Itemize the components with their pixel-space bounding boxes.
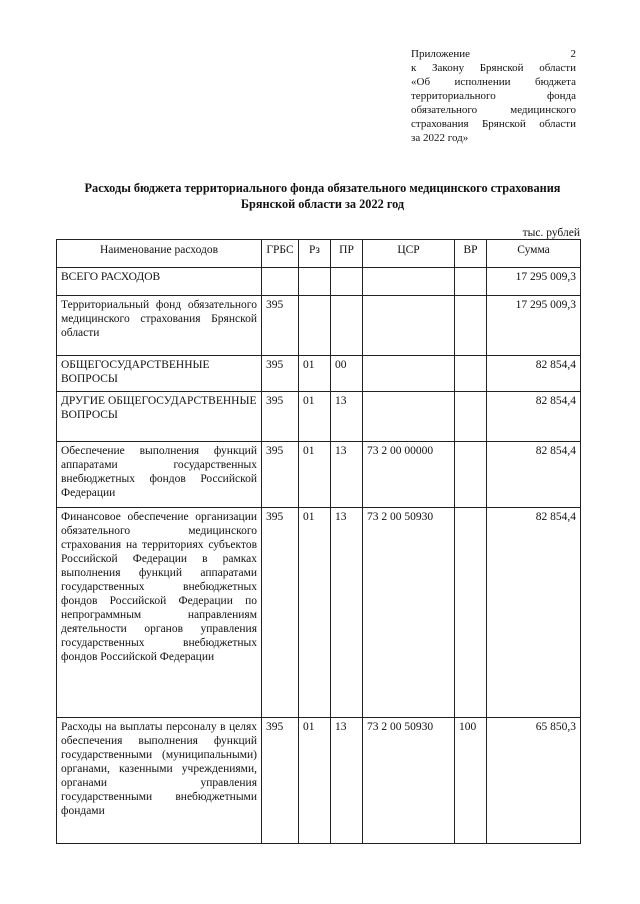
row-name: Финансовое обеспечение организации обязательного медицинского страхования на территориях субъектов Российской Федерации в рамках выполнения функций аппаратами государственных внебюджетных фондов Российской Федерации по непрограммным направлениям деятельности органов управления государственных внебюджетных фондов Российской Федерации — [57, 508, 262, 718]
row-vr — [455, 392, 487, 442]
title-line-1: Расходы бюджета территориального фонда обязательного медицинского страхования — [84, 181, 561, 195]
row-sum: 17 295 009,3 — [487, 268, 581, 296]
row-pr: 13 — [331, 508, 363, 718]
row-pr: 13 — [331, 392, 363, 442]
row-rz — [299, 296, 331, 356]
row-rz: 01 — [299, 442, 331, 508]
table-header-row — [57, 240, 581, 268]
row-sum: 82 854,4 — [487, 356, 581, 392]
row-vr — [455, 442, 487, 508]
header-pr: ПР — [331, 240, 363, 268]
row-rz — [299, 268, 331, 296]
row-name: ДРУГИЕ ОБЩЕГОСУДАРСТВЕННЫЕ ВОПРОСЫ — [57, 392, 262, 442]
row-pr: 13 — [331, 718, 363, 844]
row-grbs: 395 — [262, 442, 299, 508]
row-vr — [455, 356, 487, 392]
annex-line: Приложение 2 — [411, 48, 576, 60]
row-csr — [363, 392, 455, 442]
header-vr: ВР — [455, 240, 487, 268]
row-pr — [331, 296, 363, 356]
table-row — [57, 296, 581, 356]
row-grbs: 395 — [262, 718, 299, 844]
row-sum: 82 854,4 — [487, 508, 581, 718]
expenses-table — [56, 239, 581, 844]
row-csr: 73 2 00 50930 — [363, 508, 455, 718]
document-title — [40, 180, 605, 212]
row-rz: 01 — [299, 508, 331, 718]
header-sum: Сумма — [487, 240, 581, 268]
row-vr — [455, 268, 487, 296]
row-grbs: 395 — [262, 508, 299, 718]
annex-line: «Об исполнении бюджета — [411, 76, 576, 88]
row-grbs: 395 — [262, 356, 299, 392]
row-sum: 82 854,4 — [487, 392, 581, 442]
row-name: Расходы на выплаты персоналу в целях обеспечения выполнения функций государственными (муниципальными) органами, казенными учреждениями, органами управления государственными внебюджетными фондами — [57, 718, 262, 844]
row-grbs: 395 — [262, 392, 299, 442]
row-csr: 73 2 00 00000 — [363, 442, 455, 508]
row-rz: 01 — [299, 718, 331, 844]
row-name: Обеспечение выполнения функций аппаратами государственных внебюджетных фондов Российской Федерации — [57, 442, 262, 508]
table-row — [57, 392, 581, 442]
annex-line: к Закону Брянской области — [411, 62, 576, 74]
row-vr: 100 — [455, 718, 487, 844]
table-row — [57, 718, 581, 844]
row-sum: 65 850,3 — [487, 718, 581, 844]
row-name: Территориальный фонд обязательного медицинского страхования Брянской области — [57, 296, 262, 356]
row-sum: 82 854,4 — [487, 442, 581, 508]
row-pr: 13 — [331, 442, 363, 508]
units-label: тыс. рублей — [522, 227, 580, 239]
table-row — [57, 356, 581, 392]
header-rz: Рз — [299, 240, 331, 268]
row-name: ВСЕГО РАСХОДОВ — [57, 268, 262, 296]
row-pr: 00 — [331, 356, 363, 392]
row-csr — [363, 356, 455, 392]
header-csr: ЦСР — [363, 240, 455, 268]
row-grbs — [262, 268, 299, 296]
row-name: ОБЩЕГОСУДАРСТВЕННЫЕ ВОПРОСЫ — [57, 356, 262, 392]
annex-line: за 2022 год» — [411, 132, 469, 144]
row-rz: 01 — [299, 392, 331, 442]
annex-header — [411, 47, 576, 145]
annex-line: страхования Брянской области — [411, 118, 576, 130]
row-vr — [455, 296, 487, 356]
title-line-2: Брянской области за 2022 год — [240, 197, 405, 211]
header-grbs: ГРБС — [262, 240, 299, 268]
table-row — [57, 508, 581, 718]
annex-line: территориального фонда — [411, 90, 576, 102]
row-grbs: 395 — [262, 296, 299, 356]
row-pr — [331, 268, 363, 296]
row-sum: 17 295 009,3 — [487, 296, 581, 356]
row-vr — [455, 508, 487, 718]
table-row — [57, 442, 581, 508]
header-name: Наименование расходов — [57, 240, 262, 268]
row-csr — [363, 296, 455, 356]
annex-line: обязательного медицинского — [411, 104, 576, 116]
row-csr — [363, 268, 455, 296]
table-row — [57, 268, 581, 296]
row-csr: 73 2 00 50930 — [363, 718, 455, 844]
row-rz: 01 — [299, 356, 331, 392]
